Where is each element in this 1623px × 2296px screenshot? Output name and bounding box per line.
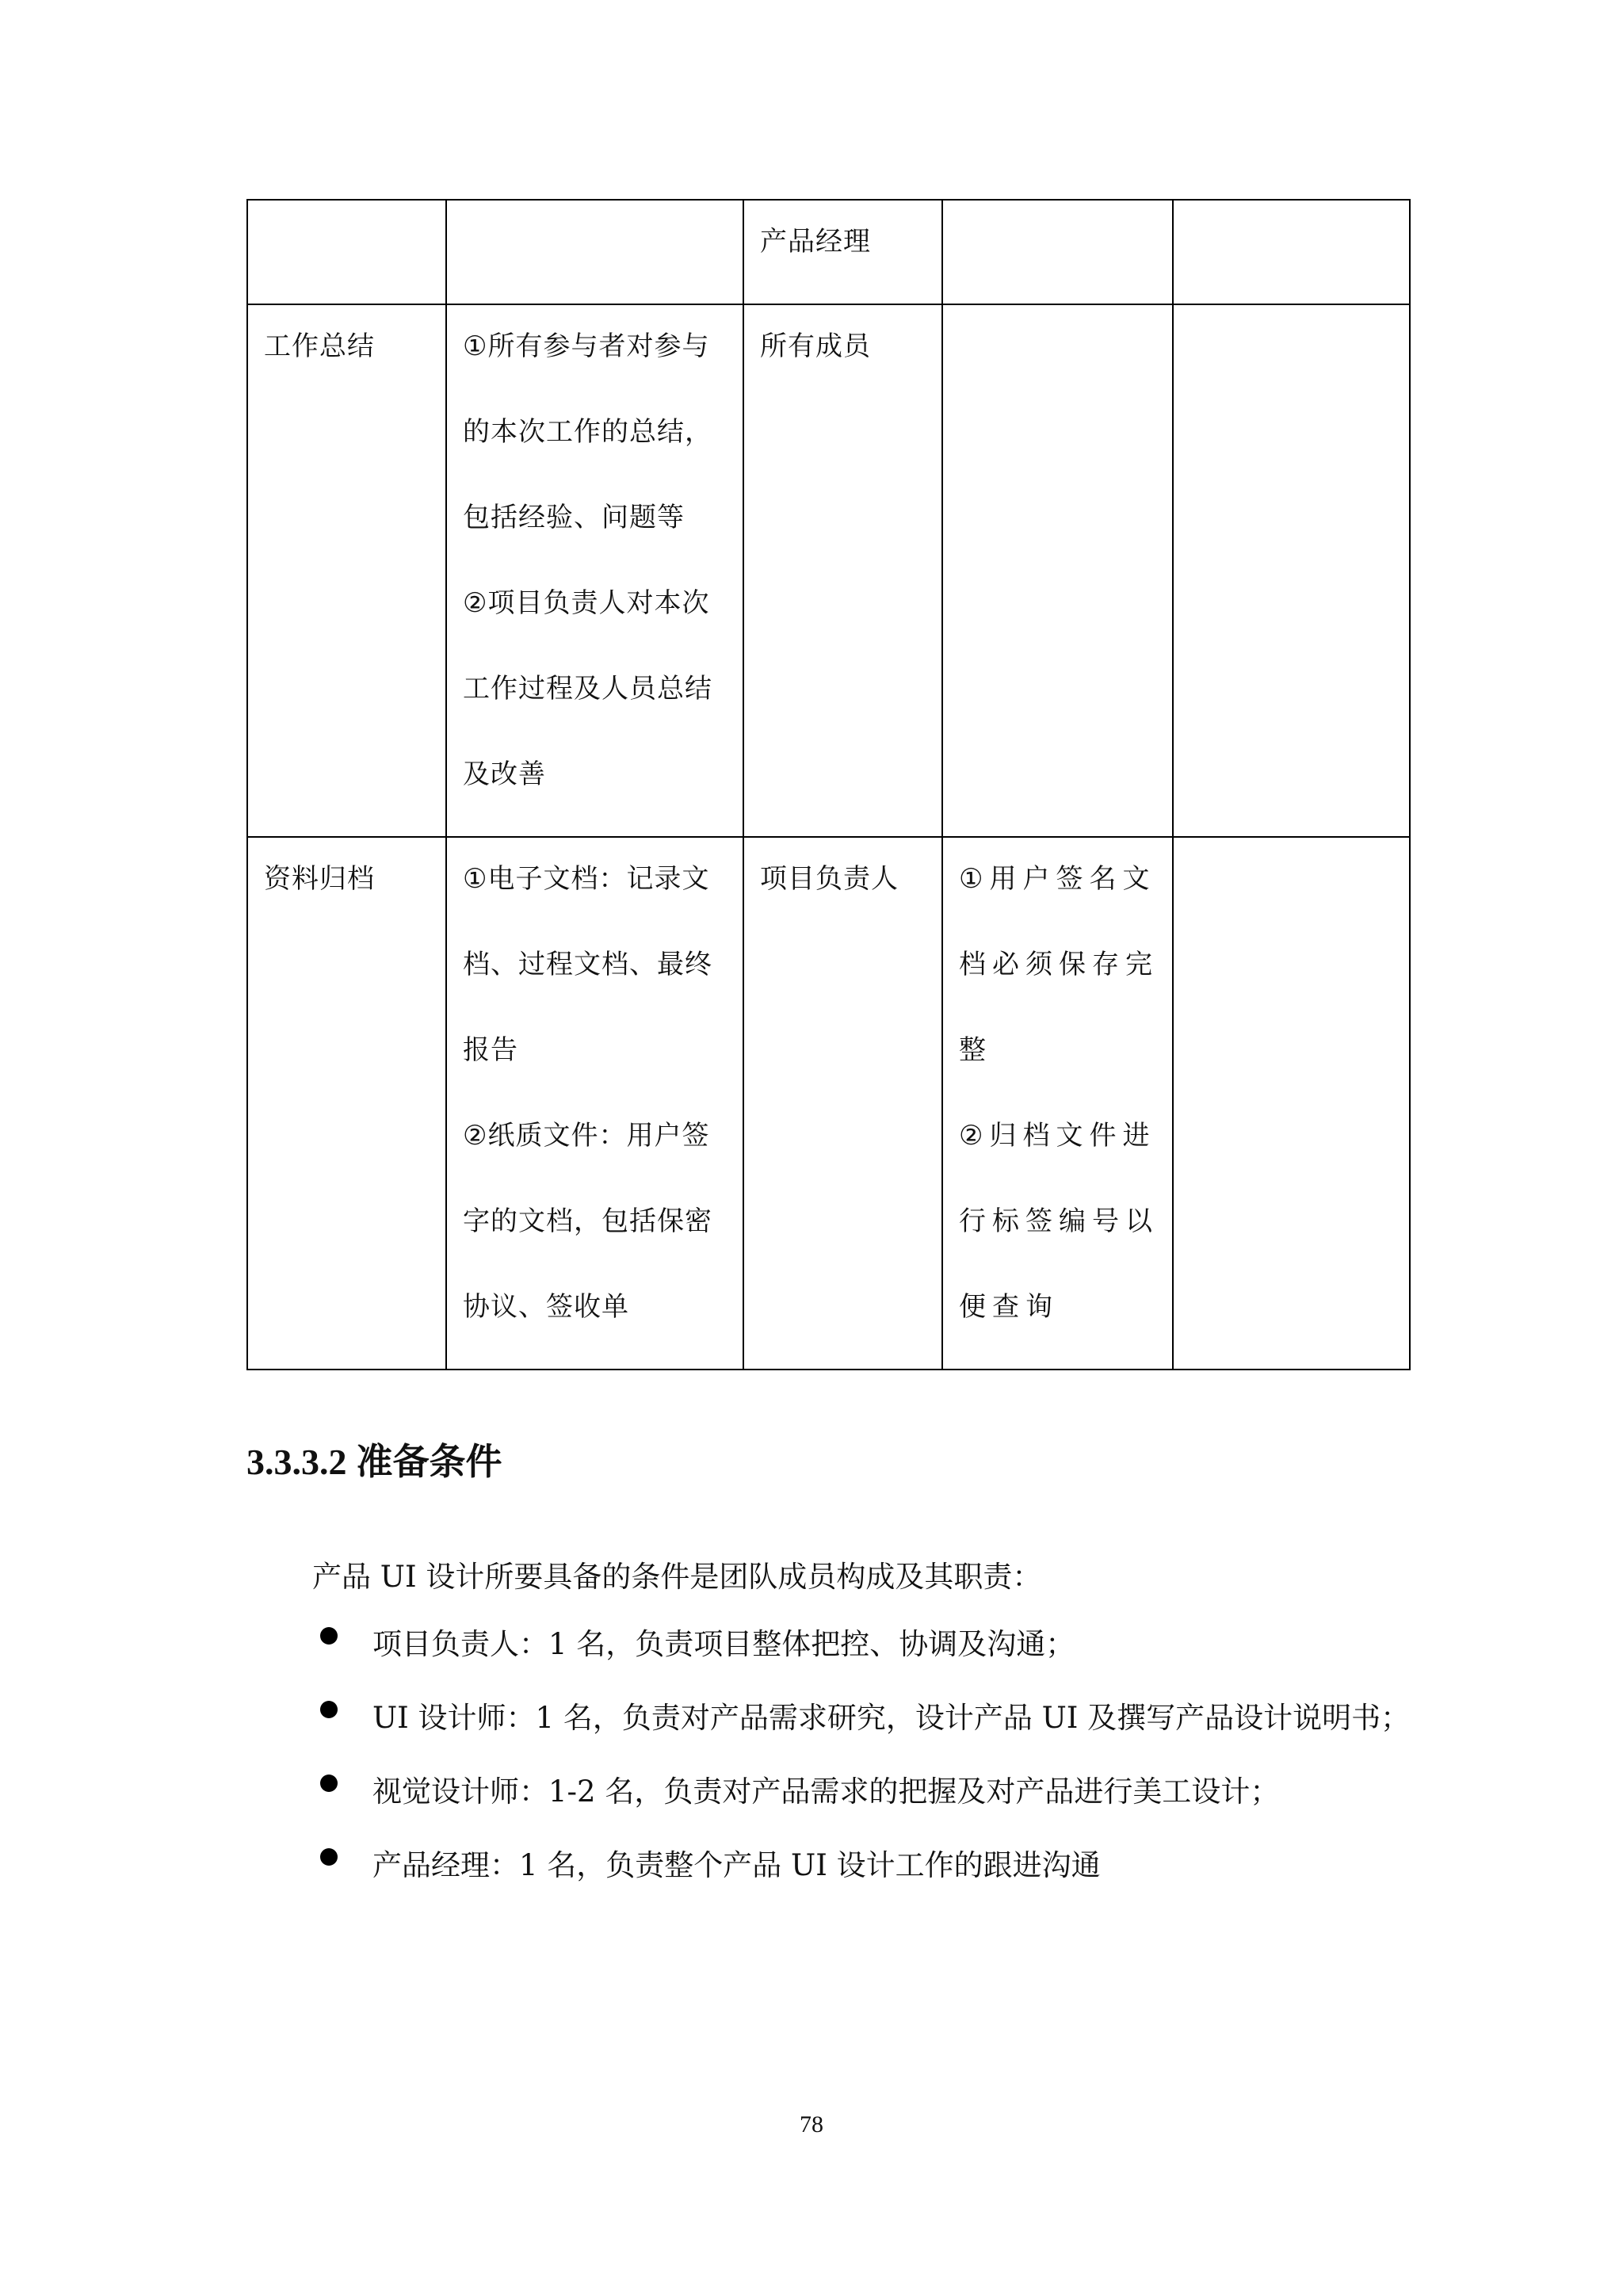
cell-text-line: 工作过程及人员总结 [463,673,712,705]
table-cell [942,837,1173,1370]
cell-text-line: 报告 [463,1034,518,1066]
section-number: 3.3.3.2 [246,1442,347,1482]
list-item-text: UI 设计师：1 名，负责对产品需求研究，设计产品 UI 及撰写产品设计说明书； [372,1701,1411,1735]
cell-text-line: 资料归档 [264,863,375,895]
table-row [247,837,1410,1370]
intro-paragraph: 产品 UI 设计所要具备的条件是团队成员构成及其职责： [312,1560,1042,1594]
cell-content [959,838,1159,1369]
list-item [312,1611,1414,1678]
table-cell [942,200,1173,304]
cell-text-line: 包括经验、问题等 [463,502,685,533]
cell-text-line: 整 [959,1034,992,1066]
cell-text-line: 字的文档，包括保密 [463,1205,712,1237]
cell-text-line: ②项目负责人对本次 [463,587,710,619]
list-item-text: 项目负责人：1 名，负责项目整体把控、协调及沟通； [372,1627,1075,1661]
cell-content [959,305,1159,323]
cell-text-line: 协议、签收单 [463,1291,629,1323]
table-row [247,304,1410,837]
cell-text-line: 的本次工作的总结， [463,416,712,448]
cell-text-line: 产品经理 [760,226,871,258]
cell-content [959,201,1159,218]
cell-text-line: 行标签编号以 [959,1205,1159,1237]
cell-text-line: 档必须保存完 [959,949,1159,980]
cell-content [264,838,433,941]
table-cell [743,837,942,1370]
cell-content [1190,201,1396,218]
list-item [312,1759,1414,1825]
section-heading [246,1433,502,1485]
list-item-text: 视觉设计师：1-2 名，负责对产品需求的把握及对产品进行美工设计； [372,1775,1280,1809]
list-item-text: 产品经理：1 名，负责整个产品 UI 设计工作的跟进沟通 [372,1848,1101,1882]
cell-text-line: 所有成员 [760,330,871,362]
table-cell [743,304,942,837]
cell-content [463,305,730,836]
cell-text-line: ①用户签名文 [959,863,1156,895]
table-cell [247,200,446,304]
cell-content [760,838,929,941]
cell-text-line: 及改善 [463,758,546,790]
cell-content [264,201,433,218]
cell-text-line: 项目负责人 [760,863,899,895]
bullet-icon [320,1701,338,1718]
table-body [247,200,1410,1370]
table-cell [446,304,743,837]
responsibility-table [246,199,1411,1370]
cell-text-line: ①电子文档：记录文 [463,863,710,895]
cell-content [1190,305,1396,323]
cell-content [463,838,730,1369]
list-item [312,1832,1414,1899]
table-cell [446,837,743,1370]
cell-text-line: ②纸质文件：用户签 [463,1120,710,1152]
cell-content [463,201,730,218]
bullet-icon [320,1775,338,1792]
bullet-icon [320,1627,338,1645]
cell-text-line: ②归档文件进 [959,1120,1156,1152]
table-cell [1173,304,1410,837]
bullet-icon [320,1848,338,1866]
table-row [247,200,1410,304]
cell-content [1190,838,1396,855]
cell-text-line: 便查询 [959,1291,1059,1323]
table-cell [446,200,743,304]
cell-text-line: 档、过程文档、最终 [463,949,712,980]
section-title: 准备条件 [356,1440,502,1483]
table-cell [942,304,1173,837]
cell-content [760,201,929,304]
cell-content [760,305,929,408]
cell-text-line: ①所有参与者对参与 [463,330,710,362]
list-item [312,1685,1414,1752]
table-cell [247,837,446,1370]
table-cell [1173,837,1410,1370]
table-cell [247,304,446,837]
table-cell [743,200,942,304]
cell-text-line: 工作总结 [264,330,375,362]
member-list [312,1620,1414,1906]
page-number: 78 [800,2111,823,2137]
cell-content [264,305,433,408]
table-cell [1173,200,1410,304]
